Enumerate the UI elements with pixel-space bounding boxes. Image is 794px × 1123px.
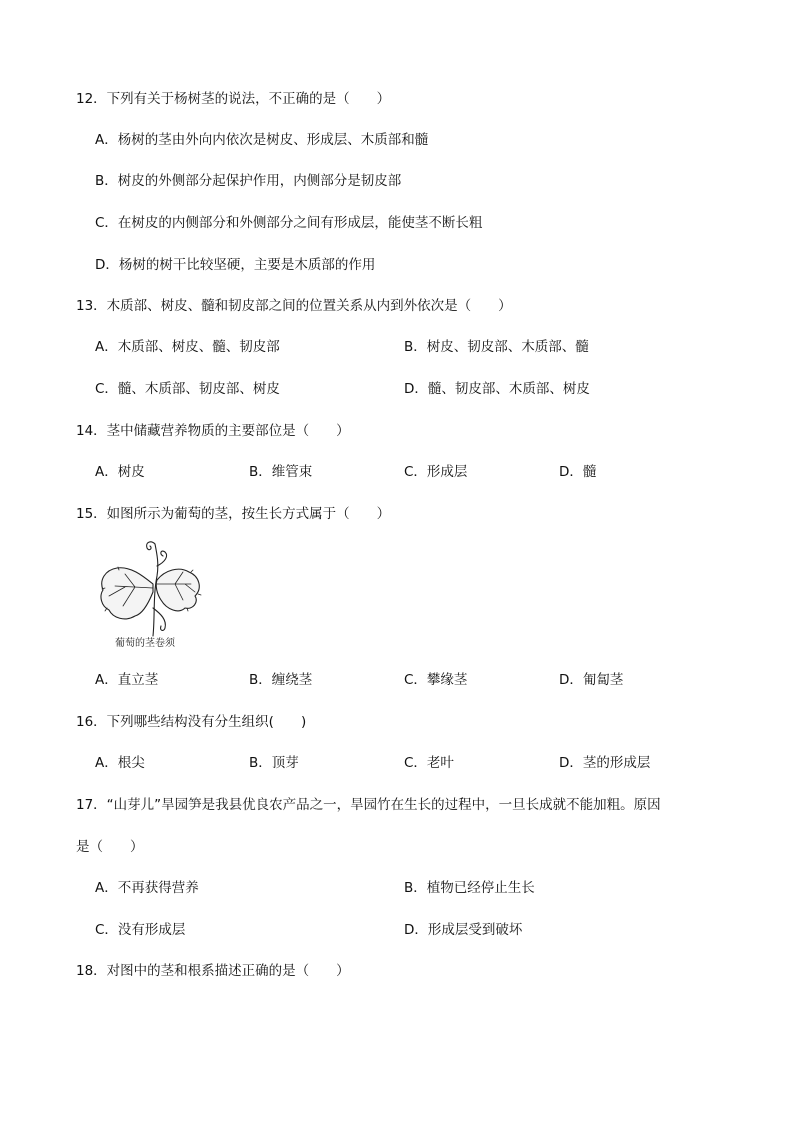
q16-option-c: C．老叶 — [404, 755, 454, 771]
q15-option-d: D．匍匐茎 — [559, 672, 624, 688]
q13-option-b: B．树皮、韧皮部、木质部、髓 — [404, 339, 589, 355]
q17-option-d: D．形成层受到破坏 — [404, 922, 523, 938]
q13-option-a: A．木质部、树皮、髓、韧皮部 — [95, 339, 280, 355]
question-18-stem: 18．对图中的茎和根系描述正确的是（ ） — [76, 963, 350, 979]
leaf-left — [101, 568, 153, 619]
q17-option-b: B．植物已经停止生长 — [404, 880, 535, 896]
q14-option-c: C．形成层 — [404, 464, 468, 480]
q13-option-d: D．髓、韧皮部、木质部、树皮 — [404, 381, 590, 397]
q15-option-b: B．缠绕茎 — [249, 672, 313, 688]
q15-option-a: A．直立茎 — [95, 672, 159, 688]
tendril-top — [147, 542, 155, 550]
question-17-stem-line1: 17．“山芽儿”旱园笋是我县优良农产品之一，旱园竹在生长的过程中，一旦长成就不能加粗。原因 — [76, 797, 661, 813]
q14-option-b: B．维管束 — [249, 464, 313, 480]
q12-option-d: D．杨树的树干比较坚硬，主要是木质部的作用 — [95, 257, 376, 273]
q15-option-c: C．攀缘茎 — [404, 672, 468, 688]
q12-option-a: A．杨树的茎由外向内依次是树皮、形成层、木质部和髓 — [95, 132, 429, 148]
q16-option-d: D．茎的形成层 — [559, 755, 651, 771]
q14-option-d: D．髓 — [559, 464, 597, 480]
tendril-lower — [153, 608, 165, 630]
question-17-stem-line2: 是（ ） — [76, 839, 144, 855]
question-14-stem: 14．茎中储藏营养物质的主要部位是（ ） — [76, 423, 350, 439]
grape-vine-illustration — [95, 536, 205, 638]
question-12-stem: 12．下列有关于杨树茎的说法，不正确的是（ ） — [76, 91, 391, 107]
q12-option-c: C．在树皮的内侧部分和外侧部分之间有形成层，能使茎不断长粗 — [95, 215, 483, 231]
q14-option-a: A．树皮 — [95, 464, 145, 480]
q17-option-a: A．不再获得营养 — [95, 880, 199, 896]
figure-caption: 葡萄的茎卷须 — [115, 638, 175, 649]
q17-option-c: C．没有形成层 — [95, 922, 186, 938]
question-15-stem: 15．如图所示为葡萄的茎，按生长方式属于（ ） — [76, 506, 391, 522]
q12-option-b: B．树皮的外侧部分起保护作用，内侧部分是韧皮部 — [95, 173, 402, 189]
tendril-right — [157, 551, 167, 566]
q16-option-b: B．顶芽 — [249, 755, 299, 771]
question-13-stem: 13．木质部、树皮、髓和韧皮部之间的位置关系从内到外依次是（ ） — [76, 298, 512, 314]
q13-option-c: C．髓、木质部、韧皮部、树皮 — [95, 381, 280, 397]
q16-option-a: A．根尖 — [95, 755, 145, 771]
question-16-stem: 16．下列哪些结构没有分生组织( ) — [76, 714, 307, 730]
grape-stem-tendril-figure — [95, 536, 205, 656]
